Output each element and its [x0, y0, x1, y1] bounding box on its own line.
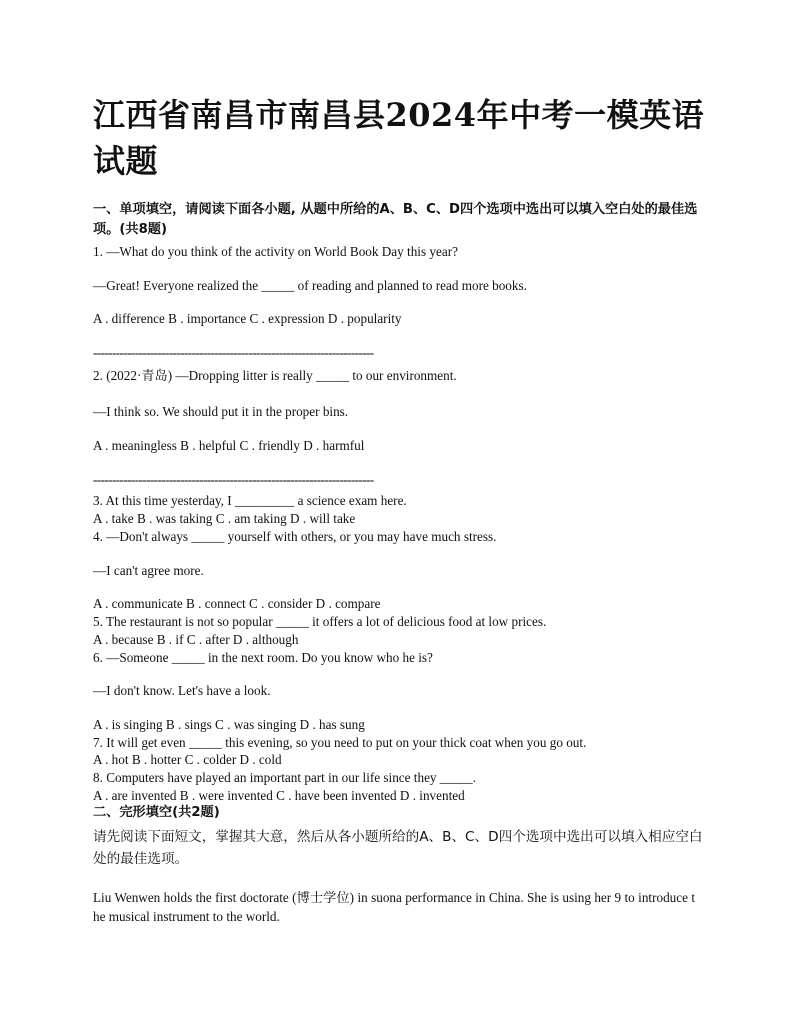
question-1-options: A . difference B . importance C . expression D . popularity — [93, 311, 402, 326]
section-2-instruction: 请先阅读下面短文，掌握其大意，然后从各小题所给的A、B、C、D四个选项中选出可以填入相应空白处的最佳选项。 — [93, 829, 703, 867]
section-2-heading: 二、完形填空(共2题) — [93, 805, 220, 820]
question-6-stem: 6. —Someone _____ in the next room. Do you know who he is? — [93, 650, 433, 665]
question-7-options: A . hot B . hotter C . colder D . cold — [93, 752, 282, 767]
question-1-stem: 1. —What do you think of the activity on World Book Day this year? — [93, 244, 458, 259]
question-4-reply: —I can't agree more. — [93, 563, 204, 578]
question-3-options: A . take B . was taking C . am taking D . will take — [93, 511, 356, 526]
question-6-options: A . is singing B . sings C . was singing D . has sung — [93, 717, 365, 732]
page-title: 江西省南昌市南昌县2024年中考一模英语试题 — [93, 96, 705, 180]
question-8-options: A . are invented B . were invented C . have been invented D . invented — [93, 788, 465, 803]
question-8-stem: 8. Computers have played an important part in our life since they _____. — [93, 770, 477, 785]
question-5-options: A . because B . if C . after D . although — [93, 632, 299, 647]
passage-paragraph: Liu Wenwen holds the first doctorate (博士学位) in suona performance in China. She is using her 9 to introduce the musical instrument to the world. — [93, 890, 695, 924]
separator-line-2: -------------------------------------------------------------------------- — [93, 472, 374, 487]
question-3-stem: 3. At this time yesterday, I _________ a science exam here. — [93, 493, 407, 508]
question-1-reply: —Great! Everyone realized the _____ of reading and planned to read more books. — [93, 278, 527, 293]
question-4-stem: 4. —Don't always _____ yourself with others, or you may have much stress. — [93, 529, 497, 544]
question-7-stem: 7. It will get even _____ this evening, so you need to put on your thick coat when you go out. — [93, 735, 587, 750]
question-2-options: A . meaningless B . helpful C . friendly D . harmful — [93, 438, 365, 453]
separator-line-1: -------------------------------------------------------------------------- — [93, 345, 374, 360]
question-6-reply: —I don't know. Let's have a look. — [93, 683, 271, 698]
question-4-options: A . communicate B . connect C . consider D . compare — [93, 596, 381, 611]
question-2-reply: —I think so. We should put it in the proper bins. — [93, 404, 349, 419]
section-1-heading: 一、单项填空，请阅读下面各小题, 从题中所给的A、B、C、D四个选项中选出可以填入空白处的最佳选项。(共8题) — [93, 202, 698, 237]
question-2-stem: 2. (2022·青岛) —Dropping litter is really _____ to our environment. — [93, 368, 457, 383]
question-5-stem: 5. The restaurant is not so popular _____ it offers a lot of delicious food at low prices. — [93, 614, 547, 629]
